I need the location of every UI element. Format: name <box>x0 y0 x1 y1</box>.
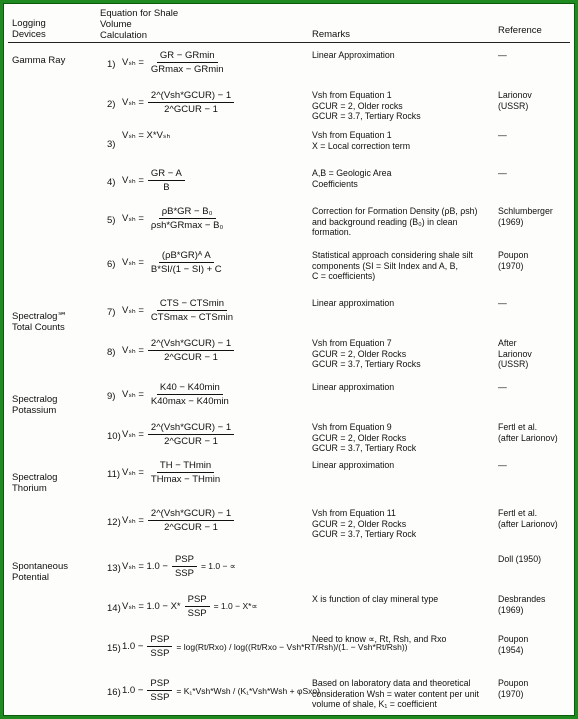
remarks-cell <box>312 382 490 393</box>
equation-lhs: Vₛₕ = <box>122 305 144 316</box>
equation-fraction <box>147 678 172 703</box>
remarks-line: components (SI = Silt Index and A, B, <box>312 260 458 271</box>
equation <box>122 206 226 231</box>
remarks-line: Vsh from Equation 9 <box>312 422 392 432</box>
fraction-numerator: ρB*GR − B₀ <box>159 206 216 219</box>
reference-cell <box>498 460 568 471</box>
reference-cell <box>498 678 568 699</box>
fraction-numerator: 2^(Vsh*GCUR) − 1 <box>148 508 234 521</box>
reference-cell <box>498 634 568 655</box>
equation <box>122 130 174 141</box>
equation <box>122 422 234 447</box>
fraction-denominator: 2^GCUR − 1 <box>164 104 218 115</box>
equation-fraction <box>148 90 234 115</box>
remarks-line: Linear approximation <box>312 298 395 308</box>
equation-lhs: Vₛₕ = <box>122 389 144 400</box>
reference-line: — <box>498 168 507 178</box>
equation <box>122 554 236 579</box>
fraction-numerator: 2^(Vsh*GCUR) − 1 <box>148 90 234 103</box>
equation-fraction <box>148 206 226 231</box>
equation-lhs: Vₛₕ = <box>122 515 144 526</box>
remarks-line: GCUR = 3.7, Tertiary Rocks <box>312 359 421 369</box>
reference-line: Doll (1950) <box>498 554 542 564</box>
fraction-denominator: ρsh*GRmax − B₀ <box>150 220 224 231</box>
equation-number: 10) <box>107 431 121 442</box>
fraction-denominator: 2^GCUR − 1 <box>164 436 218 447</box>
remarks-line: Based on laboratory data and theoretical <box>312 678 471 688</box>
fraction-denominator: GRmax − GRmin <box>150 64 224 75</box>
reference-line: (USSR) <box>498 100 529 111</box>
remarks-line: GCUR = 2, Older Rocks <box>312 518 407 529</box>
equation <box>122 90 234 115</box>
fraction-denominator: SSP <box>150 692 170 703</box>
remarks-line: Vsh from Equation 1 <box>312 90 392 100</box>
equation-lhs: Vₛₕ = <box>122 345 144 356</box>
reference-cell <box>498 338 568 370</box>
equation-number: 4) <box>107 177 116 188</box>
reference-cell <box>498 594 568 615</box>
equation-tail: = 1.0 − X*∝ <box>213 601 258 611</box>
fraction-denominator: B <box>163 182 170 193</box>
remarks-line: Vsh from Equation 7 <box>312 338 392 348</box>
reference-line: Larionov <box>498 348 532 359</box>
remarks-cell <box>312 508 490 540</box>
equation <box>122 460 223 485</box>
fraction-numerator: PSP <box>147 678 172 691</box>
remarks-line: A,B = Geologic Area <box>312 168 392 178</box>
equation <box>122 250 225 275</box>
device-spectralog-total-counts: Spectralog℠ Total Counts <box>12 311 68 333</box>
fraction-denominator: 2^GCUR − 1 <box>164 522 218 533</box>
remarks-line: GCUR = 2, Older Rocks <box>312 348 407 359</box>
remarks-line: X = Local correction term <box>312 140 411 151</box>
reference-line: — <box>498 50 507 60</box>
fraction-denominator: SSP <box>150 648 170 659</box>
equation-tail: = log(Rt/Rxo) / log((Rt/Rxo − Vsh*RT/Rsh)/(1. − Vsh*Rt/Rsh)) <box>176 641 408 652</box>
remarks-line: Linear approximation <box>312 460 395 470</box>
fraction-numerator: PSP <box>172 554 197 567</box>
equation-number: 6) <box>107 259 116 270</box>
remarks-cell <box>312 422 490 454</box>
equation-lhs: Vₛₕ = <box>122 213 144 224</box>
equation-number: 12) <box>107 517 121 528</box>
equation-fraction <box>185 594 210 619</box>
fraction-denominator: CTSmax − CTSmin <box>150 312 234 323</box>
equation-fraction <box>147 634 172 659</box>
device-gamma-ray: Gamma Ray <box>12 55 66 66</box>
reference-line: Poupon <box>498 634 529 644</box>
reference-line: — <box>498 130 507 140</box>
remarks-line: Linear approximation <box>312 382 395 392</box>
reference-line: Fertl et al. <box>498 508 538 518</box>
remarks-line: GCUR = 3.7, Tertiary Rock <box>312 529 417 539</box>
reference-line: Fertl et al. <box>498 422 538 432</box>
fraction-denominator: B*SI/(1 − SI) + C <box>150 264 222 275</box>
reference-line: (1969) <box>498 604 524 615</box>
document-page <box>3 3 575 716</box>
equation-fraction <box>148 508 234 533</box>
fraction-numerator: GR − GRmin <box>157 50 218 63</box>
equation-fraction <box>148 422 234 447</box>
remarks-line: C = coefficients) <box>312 271 376 281</box>
remarks-cell <box>312 206 490 238</box>
remarks-line: Need to know ∝, Rt, Rsh, and Rxo <box>312 634 447 644</box>
reference-cell <box>498 554 568 565</box>
fraction-denominator: K40max − K40min <box>150 396 229 407</box>
device-spontaneous-potential: Spontaneous Potential <box>12 561 68 583</box>
remarks-cell <box>312 678 490 710</box>
fraction-numerator: 2^(Vsh*GCUR) − 1 <box>148 338 234 351</box>
equation <box>122 508 234 533</box>
device-spectralog-potassium: Spectralog Potassium <box>12 394 58 416</box>
header-devices: Logging Devices <box>12 18 46 40</box>
equation-lhs: Vₛₕ = <box>122 257 144 268</box>
remarks-cell <box>312 250 490 282</box>
equation-fraction <box>172 554 197 579</box>
reference-line: — <box>498 298 507 308</box>
reference-line: (after Larionov) <box>498 432 558 443</box>
reference-line: (1970) <box>498 260 524 271</box>
remarks-cell <box>312 50 490 61</box>
fraction-numerator: (ρB*GR)ᴬ A <box>159 250 214 263</box>
fraction-numerator: GR − A <box>148 168 185 181</box>
header-reference: Reference <box>498 25 542 36</box>
fraction-numerator: TH − THmin <box>157 460 214 473</box>
reference-line: (USSR) <box>498 359 529 369</box>
remarks-line: and background reading (B₀) in clean <box>312 216 458 227</box>
reference-line: After <box>498 338 517 348</box>
equation-lhs: Vₛₕ = 1.0 − X* <box>122 601 181 612</box>
equation-number: 5) <box>107 215 116 226</box>
equation-tail: = K₁*Vsh*Wsh / (K₁*Vsh*Wsh + φSxo) <box>176 685 320 696</box>
remarks-cell <box>312 298 490 309</box>
reference-cell <box>498 206 568 227</box>
remarks-line: GCUR = 3.7, Tertiary Rocks <box>312 111 421 121</box>
reference-line: — <box>498 382 507 392</box>
equation-fraction <box>148 460 223 485</box>
remarks-cell <box>312 90 490 122</box>
equation-number: 3) <box>107 139 116 150</box>
remarks-cell <box>312 460 490 471</box>
remarks-line: Statistical approach considering shale silt <box>312 250 473 260</box>
equation-lhs: Vₛₕ = <box>122 57 144 68</box>
equation <box>122 382 232 407</box>
equation <box>122 594 258 619</box>
remarks-line: Linear Approximation <box>312 50 395 60</box>
reference-line: (1954) <box>498 644 524 655</box>
fraction-denominator: SSP <box>174 568 194 579</box>
remarks-cell <box>312 634 490 645</box>
reference-cell <box>498 508 568 529</box>
reference-line: Desbrandes <box>498 594 546 604</box>
equation <box>122 168 185 193</box>
fraction-numerator: K40 − K40min <box>157 382 223 395</box>
equation <box>122 678 320 703</box>
equation-lhs: Vₛₕ = <box>122 175 144 186</box>
remarks-line: formation. <box>312 227 352 237</box>
remarks-line: X is function of clay mineral type <box>312 594 439 604</box>
reference-line: Poupon <box>498 678 529 688</box>
equation-lhs: Vₛₕ = <box>122 97 144 108</box>
remarks-line: Vsh from Equation 11 <box>312 508 396 518</box>
reference-line: (1969) <box>498 216 524 227</box>
equation-number: 2) <box>107 99 116 110</box>
equation-number: 9) <box>107 391 116 402</box>
header-remarks: Remarks <box>312 29 351 40</box>
reference-cell <box>498 130 568 141</box>
fraction-numerator: PSP <box>185 594 210 607</box>
remarks-line: GCUR = 2, Older Rocks <box>312 432 407 443</box>
equation <box>122 338 234 363</box>
remarks-line: volume of shale, K₁ = coefficient <box>312 699 437 709</box>
equation-number: 15) <box>107 643 121 654</box>
reference-line: Larionov <box>498 90 532 100</box>
reference-cell <box>498 50 568 61</box>
equation-fraction <box>148 338 234 363</box>
header-rule <box>8 42 570 43</box>
remarks-line: consideration Wsh = water content per unit <box>312 688 479 699</box>
remarks-line: GCUR = 2, Older rocks <box>312 100 403 111</box>
equation-number: 13) <box>107 563 121 574</box>
remarks-cell <box>312 594 490 605</box>
equation-number: 14) <box>107 603 121 614</box>
equation-number: 7) <box>107 307 116 318</box>
reference-line: — <box>498 460 507 470</box>
fraction-denominator: 2^GCUR − 1 <box>164 352 218 363</box>
equation-fraction <box>148 382 232 407</box>
remarks-cell <box>312 130 490 151</box>
equation <box>122 50 227 75</box>
reference-line: Poupon <box>498 250 529 260</box>
equation-lhs: Vₛₕ = <box>122 429 144 440</box>
remarks-cell <box>312 338 490 370</box>
fraction-numerator: PSP <box>147 634 172 647</box>
reference-line: Schlumberger <box>498 206 553 216</box>
reference-line: (after Larionov) <box>498 518 558 529</box>
equation-fraction <box>148 298 236 323</box>
remarks-cell <box>312 168 490 189</box>
equation-fraction <box>148 168 185 193</box>
header-equation: Equation for Shale Volume Calculation <box>100 8 179 41</box>
remarks-line: Coefficients <box>312 178 358 189</box>
equation-fraction <box>148 250 225 275</box>
equation-lhs: Vₛₕ = <box>122 467 144 478</box>
fraction-denominator: THmax − THmin <box>150 474 221 485</box>
fraction-numerator: CTS − CTSmin <box>157 298 227 311</box>
reference-cell <box>498 422 568 443</box>
equation-lhs: Vₛₕ = 1.0 − <box>122 561 168 572</box>
reference-cell <box>498 382 568 393</box>
remarks-line: Correction for Formation Density (ρB, ρsh) <box>312 206 478 216</box>
equation-tail: = 1.0 − ∝ <box>200 561 236 571</box>
equation-fraction <box>148 50 227 75</box>
equation-lhs: 1.0 − <box>122 685 144 696</box>
equation-number: 8) <box>107 347 116 358</box>
equation-number: 16) <box>107 687 121 698</box>
equation-number: 1) <box>107 59 116 70</box>
equation <box>122 298 236 323</box>
remarks-line: Vsh from Equation 1 <box>312 130 392 140</box>
equation-lhs: 1.0 − <box>122 641 144 652</box>
remarks-line: GCUR = 3.7, Tertiary Rock <box>312 443 417 453</box>
reference-cell <box>498 250 568 271</box>
reference-line: (1970) <box>498 688 524 699</box>
equation-number: 11) <box>107 469 121 480</box>
reference-cell <box>498 90 568 111</box>
equation-lhs: Vₛₕ = X*Vₛₕ <box>122 130 171 141</box>
fraction-denominator: SSP <box>187 608 207 619</box>
device-spectralog-thorium: Spectralog Thorium <box>12 472 58 494</box>
reference-cell <box>498 298 568 309</box>
reference-cell <box>498 168 568 179</box>
fraction-numerator: 2^(Vsh*GCUR) − 1 <box>148 422 234 435</box>
